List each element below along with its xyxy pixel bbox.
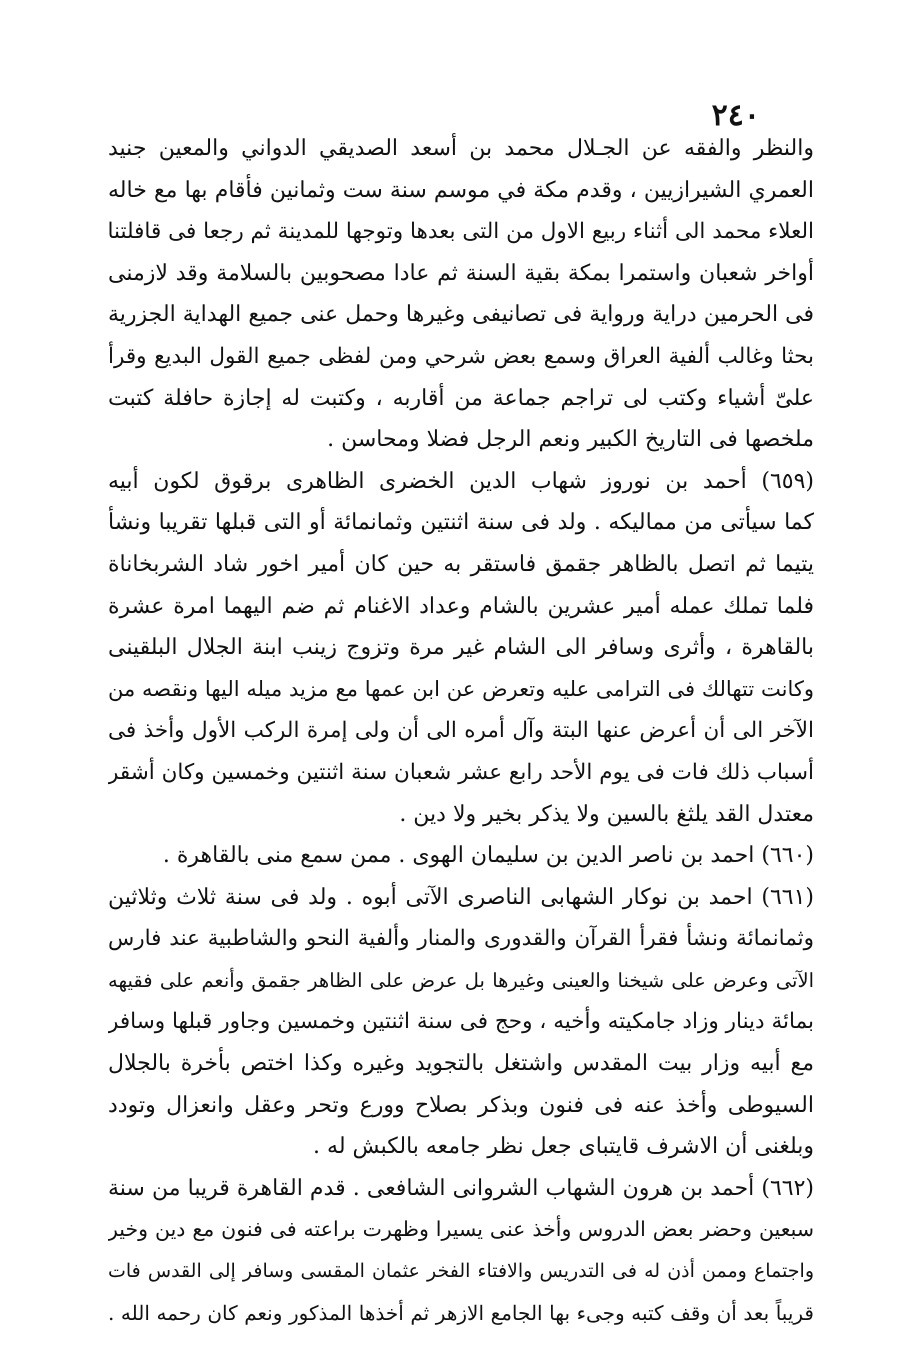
text-line: فى الحرمين دراية ورواية فى تصانيفى وغيرها وحمل عنى جميع الهداية الجزرية xyxy=(108,302,814,328)
text-line: والنظر والفقه عن الجـلال محمد بن أسعد الصديقي الدواني والمعين جنيد xyxy=(108,136,814,161)
text-block xyxy=(108,128,814,1334)
text-line: أواخر شعبان واستمرا بمكة بقية السنة ثم عادا مصحوبين بالسلامة وقد لازمنى xyxy=(108,260,814,286)
text-line: العمري الشيرازيين ، وقدم مكة في موسم سنة ست وثمانين فأقام بها مع خاله xyxy=(108,177,814,203)
text-line: فلما تملك عمله أمير عشرين بالشام وعداد الاغنام ثم ضم اليهما امرة عشرة xyxy=(108,593,814,619)
text-line: بحثا وغالب ألفية العراق وسمع بعض شرحي ومن لفظى جميع القول البديع وقرأ xyxy=(108,343,814,369)
text-line: بمائة دينار وزاد جامكيته وأخيه ، وحج فى سنة اثنتين وخمسين وجاور قبلها وسافر xyxy=(108,1009,814,1035)
text-line: الآخر الى أن أعرض عنها البتة وآل أمره الى أن ولى إمرة الركب الأول وأخذ فى xyxy=(108,718,814,744)
text-line: ملخصها فى التاريخ الكبير ونعم الرجل فضلا ومحاسن . xyxy=(327,427,814,453)
text-line: معتدل القد يلثغ بالسين ولا يذكر بخير ولا دين . xyxy=(399,801,814,827)
entry-heading-line: (٦٥٩) أحمد بن نوروز شهاب الدين الخضرى الظاهرى برقوق لكون أبيه xyxy=(108,468,814,494)
text-line: سبعين وحضر بعض الدروس وأخذ عنى يسيرا وظهرت براعته فى فنون مع دين وخير xyxy=(108,1217,814,1242)
text-line: وكانت تتهالك فى الترامى عليه وتعرض عن ابن عمها مع مزيد ميله اليها ونقصه من xyxy=(108,676,814,701)
text-line: يتيما ثم اتصل بالظاهر جقمق فاستقر به حين كان أمير اخور شاد الشربخاناة xyxy=(108,551,814,577)
text-line: الآتى وعرض على شيخنا والعينى وغيرها بل عرض على الظاهر جقمق وأنعم على فقيهه xyxy=(108,968,814,992)
text-line: قريباً بعد أن وقف كتبه وجىء بها الجامع الازهر ثم أخذها المذكور ونعم كان رحمه الله . xyxy=(108,1300,814,1325)
text-line: العلاء محمد الى أثناء ربيع الاول من التى بعدها وتوجها للمدينة ثم رجعا فى قافلتنا xyxy=(108,219,814,245)
text-line: بالقاهرة ، وأثرى وسافر الى الشام غير مرة وتزوج زينب ابنة الجلال البلقينى xyxy=(108,635,814,661)
text-line: مع أبيه وزار بيت المقدس واشتغل بالتجويد وغيره وكذا اختص بأخرة بالجلال xyxy=(108,1051,814,1077)
text-line: أسباب ذلك فات فى يوم الأحد رابع عشر شعبان سنة اثنتين وخمسين وكان أشقر xyxy=(108,759,814,785)
entry-heading-line: (٦٦١) احمد بن نوكار الشهابى الناصرى الآتى أبوه . ولد فى سنة ثلاث وثلاثين xyxy=(108,884,814,910)
text-line: علىّ أشياء وكتب لى تراجم جماعة من أقاربه ، وكتبت له إجازة حافلة كتبت xyxy=(108,385,814,411)
text-line: السيوطى وأخذ عنه فى فنون وبذكر بصلاح وورع وتحر وعقل وانعزال وتودد xyxy=(108,1092,814,1118)
text-line: كما سيأتى من مماليكه . ولد فى سنة اثنتين وثمانمائة أو التى قبلها تقريبا ونشأ xyxy=(108,510,814,536)
text-line: وثمانمائة ونشأ فقرأ القرآن والقدورى والمنار وألفية النحو والشاطبية عند فارس xyxy=(108,926,814,952)
text-line: وبلغنى أن الاشرف قايتباى جعل نظر جامعه بالكبش له . xyxy=(313,1134,814,1160)
entry-heading-line: (٦٦٢) أحمد بن هرون الشهاب الشروانى الشافعى . قدم القاهرة قريبا من سنة xyxy=(108,1175,814,1201)
page-number: ٢٤٠ xyxy=(711,98,760,133)
text-line: واجتماع وممن أذن له فى التدريس والافتاء الفخر عثمان المقسى وسافر إلى القدس فات xyxy=(108,1260,814,1283)
entry-heading-line: (٦٦٠) احمد بن ناصر الدين بن سليمان الهوى . ممن سمع منى بالقاهرة . xyxy=(162,843,814,869)
